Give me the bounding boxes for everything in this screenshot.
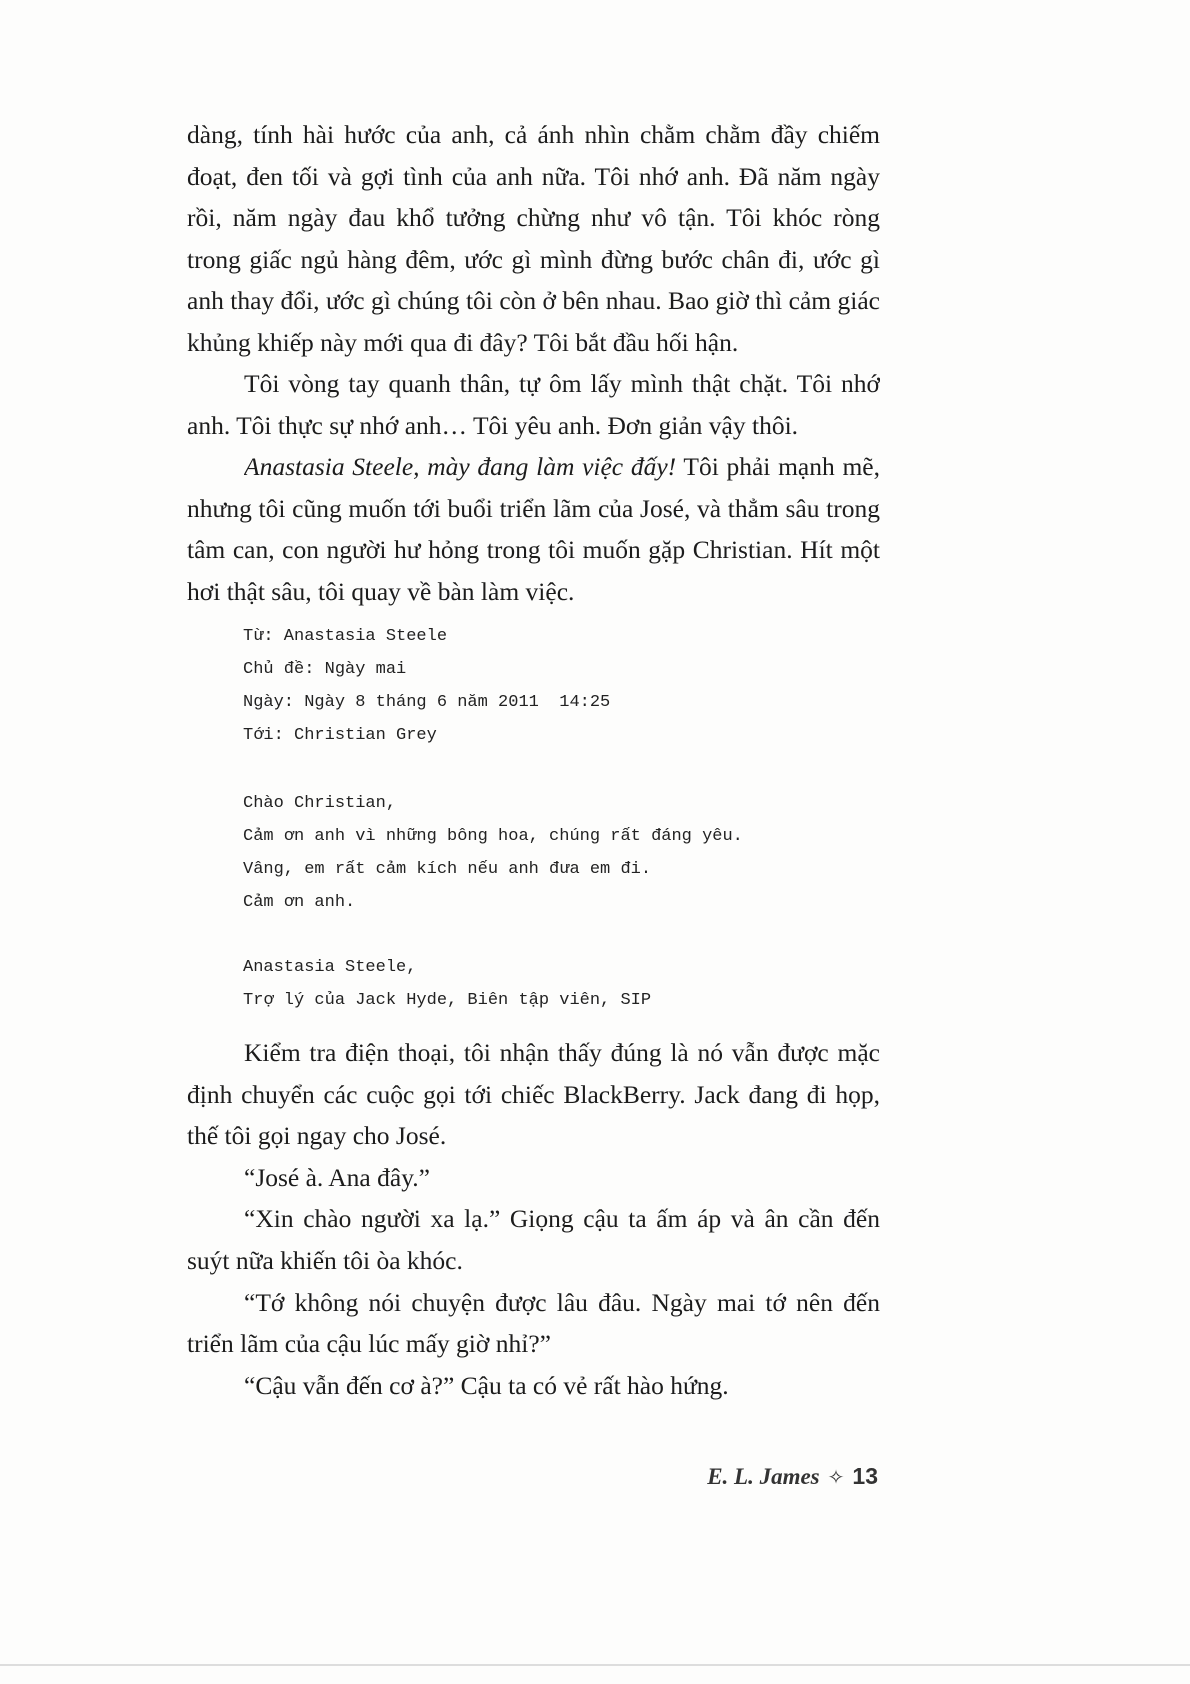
email-body-line: Cảm ơn anh vì những bông hoa, chúng rất đáng yêu. xyxy=(243,827,743,846)
paragraph-line: “Tớ không nói chuyện được lâu đâu. Ngày mai tớ nên đến xyxy=(244,1287,880,1317)
email-header-line: Ngày: Ngày 8 tháng 6 năm 2011 14:25 xyxy=(243,693,611,712)
email-header-line: Từ: Anastasia Steele xyxy=(243,627,448,646)
paragraph-line xyxy=(244,446,880,488)
paragraph-line: triển lãm của cậu lúc mấy giờ nhỉ?” xyxy=(187,1329,551,1359)
paragraph-line: dàng, tính hài hước của anh, cả ánh nhìn chằm chằm đầy chiếm xyxy=(187,120,880,149)
paragraph-line: Kiểm tra điện thoại, tôi nhận thấy đúng là nó vẫn được mặc xyxy=(244,1038,880,1067)
paragraph-line: rồi, năm ngày đau khổ tưởng chừng như vô tận. Tôi khóc ròng xyxy=(187,203,880,232)
paragraph-line: tâm can, con người hư hỏng trong tôi muốn gặp Christian. Hít một xyxy=(187,535,880,564)
paragraph-line: “José à. Ana đây.” xyxy=(244,1162,430,1192)
email-signature-line: Anastasia Steele, xyxy=(243,958,417,977)
paragraph-line: suýt nữa khiến tôi òa khóc. xyxy=(187,1246,463,1275)
footer-author: E. L. James xyxy=(707,1464,820,1489)
diamond-ornament-icon: ✧ xyxy=(827,1467,845,1489)
paragraph-line: anh thay đổi, ước gì chúng tôi còn ở bên nhau. Bao giờ thì cảm giác xyxy=(187,286,880,315)
paragraph-line: “Xin chào người xa lạ.” Giọng cậu ta ấm áp và ân cần đến xyxy=(244,1204,880,1234)
paragraph-line: Tôi vòng tay quanh thân, tự ôm lấy mình thật chặt. Tôi nhớ xyxy=(244,369,880,398)
paragraph-line: nhưng tôi cũng muốn tới buổi triển lãm của José, và thẳm sâu trong xyxy=(187,493,880,523)
page-footer xyxy=(707,1463,878,1490)
paragraph-line: anh. Tôi thực sự nhớ anh… Tôi yêu anh. Đơn giản vậy thôi. xyxy=(187,410,799,440)
email-body-line: Vâng, em rất cảm kích nếu anh đưa em đi. xyxy=(243,860,652,879)
email-signature-line: Trợ lý của Jack Hyde, Biên tập viên, SIP xyxy=(243,991,652,1010)
paragraph-line: “Cậu vẫn đến cơ à?” Cậu ta có vẻ rất hào hứng. xyxy=(244,1370,729,1400)
italic-text: Anastasia Steele, mày đang làm việc đấy! xyxy=(244,452,677,481)
paragraph-line: trong giấc ngủ hàng đêm, ước gì mình đừng bước chân đi, ước gì xyxy=(187,244,880,274)
page-edge xyxy=(0,1664,1190,1666)
email-header-line: Chủ đề: Ngày mai xyxy=(243,660,407,679)
paragraph-line: định chuyển các cuộc gọi tới chiếc BlackBerry. Jack đang đi họp, xyxy=(187,1079,880,1109)
paragraph-line: đoạt, đen tối và gợi tình của anh nữa. Tôi nhớ anh. Đã năm ngày xyxy=(187,161,880,191)
email-body-line: Chào Christian, xyxy=(243,794,397,813)
paragraph-line: khủng khiếp này mới qua đi đây? Tôi bắt đầu hối hận. xyxy=(187,327,739,357)
email-body-line: Cảm ơn anh. xyxy=(243,893,356,912)
paragraph-line: thế tôi gọi ngay cho José. xyxy=(187,1121,447,1151)
paragraph-line: hơi thật sâu, tôi quay về bàn làm việc. xyxy=(187,576,575,606)
page-number: 13 xyxy=(852,1463,878,1489)
email-header-line: Tới: Christian Grey xyxy=(243,726,437,745)
line-text: Tôi phải mạnh mẽ, xyxy=(676,452,880,481)
